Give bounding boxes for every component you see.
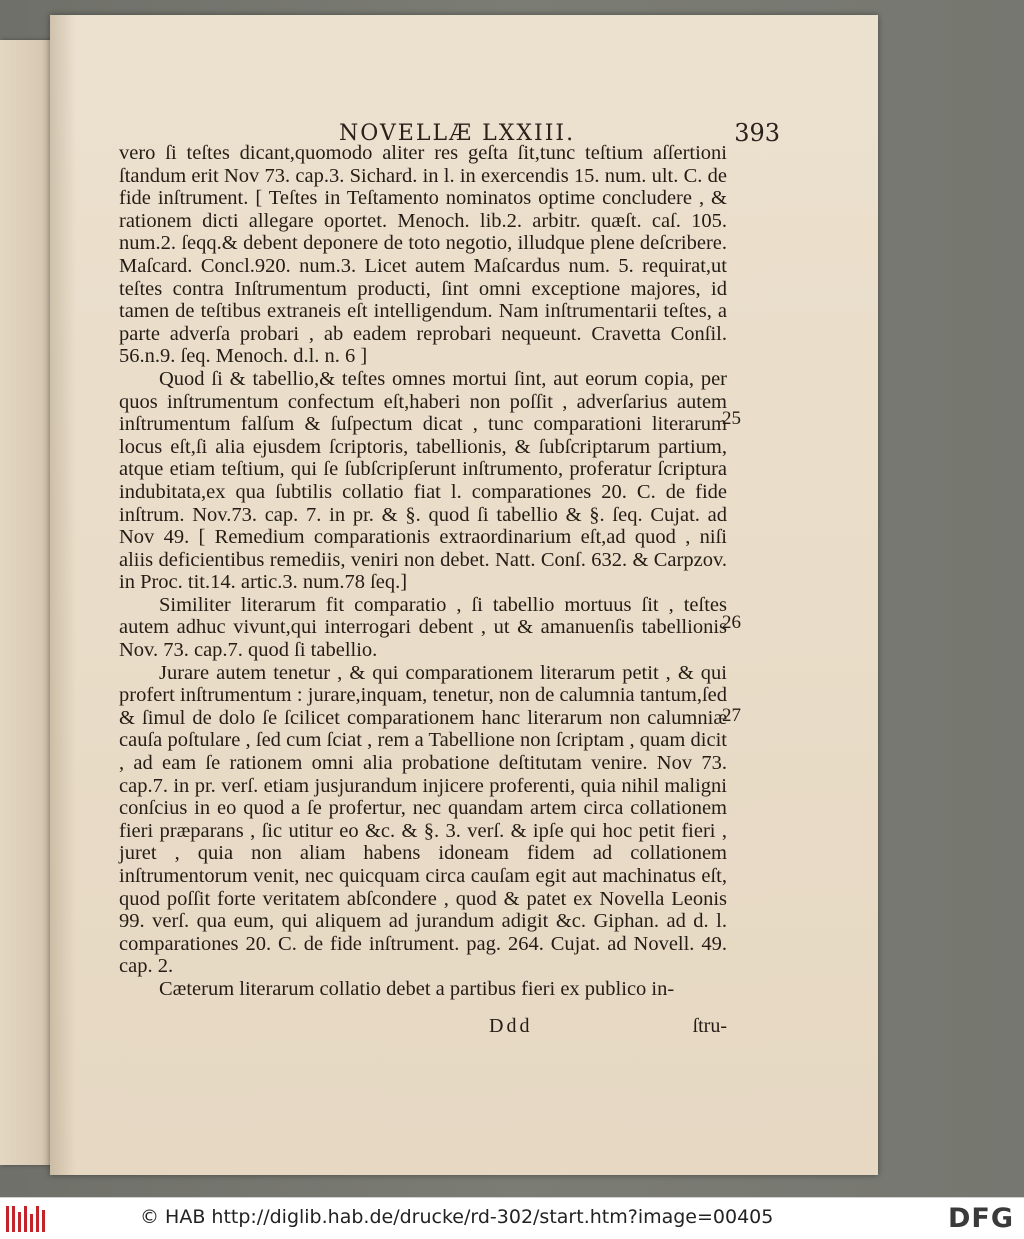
margin-number: 25 [722, 408, 741, 429]
page-number: 393 [734, 119, 780, 147]
hab-logo-icon [6, 1206, 46, 1232]
signature-mark: Ddd [489, 1015, 533, 1037]
paragraph: Jurare autem tenetur , & qui comparationem literarum petit , & qui profert inſtrumentum : jurare,inquam, tenetur, non de calumnia tantum,ſed & ſimul de dolo ſe ſcilicet comparationem hanc literarum non calumniæ cauſa poſtulare , ſed cum ſciat , rem a Tabellione non ſcriptam , quam dicit , ad eam ſe rationem omni alia probatione deſtitutam venire. Nov 73. cap.7. in pr. verſ. etiam jusjurandum injicere proferenti, quia nihil maligni conſcius in eo quod a ſe profertur, nec quandam artem circa collationem fieri præparans , ſic utitur eo &c. & §. 3. verſ. & ipſe qui hoc petit fieri , juret , quia non aliam habens idoneam fidem ad collationem inſtrumentorum venit, nec quicquam circa cauſam egit aut machinatus eſt, quod poſſit forte veritatem abſcondere , quod & patet ex Novella Leonis 99. verſ. qua eum, qui aliquem ad jurandum adigit &c. Giphan. ad d. l. comparationes 20. C. de fide inſtrument. pag. 264. Cujat. ad Novell. 49. cap. 2. [119, 661, 727, 978]
header-title: NOVELLÆ LXXIII. [339, 121, 576, 146]
paragraph: Similiter literarum fit comparatio , ſi tabellio mortuus ſit , teſtes autem adhuc vivunt,qui interrogari debent , ut & amanuenſis tabellionis Nov. 73. cap.7. quod ſi tabellio. [119, 593, 727, 662]
source-url-link[interactable]: © HAB http://diglib.hab.de/drucke/rd-302/start.htm?image=00405 [140, 1206, 774, 1228]
paragraph: vero ſi teſtes dicant,quomodo aliter res geſta ſit,tunc teſtium aſſertioni ſtandum erit Nov 73. cap.3. Sichard. in l. in exercendis 15. num. ult. C. de fide inſtrument. [ Teſtes in Teſtamento nominatos optime concludere , & rationem dicti allegare oportet. Menoch. lib.2. arbitr. quæſt. caſ. 105. num.2. ſeqq.& debent deponere de toto negotio, illudque plene deſcribere. Maſcard. Concl.920. num.3. Licet autem Maſcardus num. 5. requirat,ut teſtes contra Inſtrumentum producti, ſint omni exceptione majores, id tamen de teſtibus extraneis eſt intelligendum. Nam inſtrumentarii teſtes, a parte adverſa probari , ab eadem reprobari nequeunt. Cravetta Conſil. 56.n.9. ſeq. Menoch. d.l. n. 6 ] [119, 142, 727, 368]
margin-number: 27 [722, 705, 741, 726]
paragraph: Cæterum literarum collatio debet a partibus fieri ex publico in- [159, 977, 675, 1000]
paragraph: Quod ſi & tabellio,& teſtes omnes mortui ſint, aut eorum copia, per quos inſtrumentum confectum eſt,haberi non poſſit , adverſarius autem inſtrumentum falſum & ſuſpectum dicat , tunc comparationi literarum locus eſt,ſi alia ejusdem ſcriptoris, tabellionis, & ſubſcriptarum partium, atque etiam teſtium, qui ſe ſubſcripſerunt inſtrumento, proferatur ſcriptura indubitata,ex qua ſubtilis collatio fiat l. comparationes 20. C. de fide inſtrum. Nov.73. cap. 7. in pr. & §. quod ſi tabellio & §. ſeq. Cujat. ad Nov 49. [ Remedium comparationis extraordinarium eſt,ad quod , niſi aliis deficientibus remediis, veniri non debet. Natt. Conſ. 632. & Carpzov. in Proc. tit.14. artic.3. num.78 ſeq.] [119, 367, 727, 594]
margin-number: 26 [722, 612, 741, 633]
footer-bar [0, 1197, 1024, 1239]
catchword: ſtru- [692, 1015, 727, 1037]
page-text [119, 142, 727, 1001]
dfg-logo: DFG [947, 1203, 1014, 1234]
